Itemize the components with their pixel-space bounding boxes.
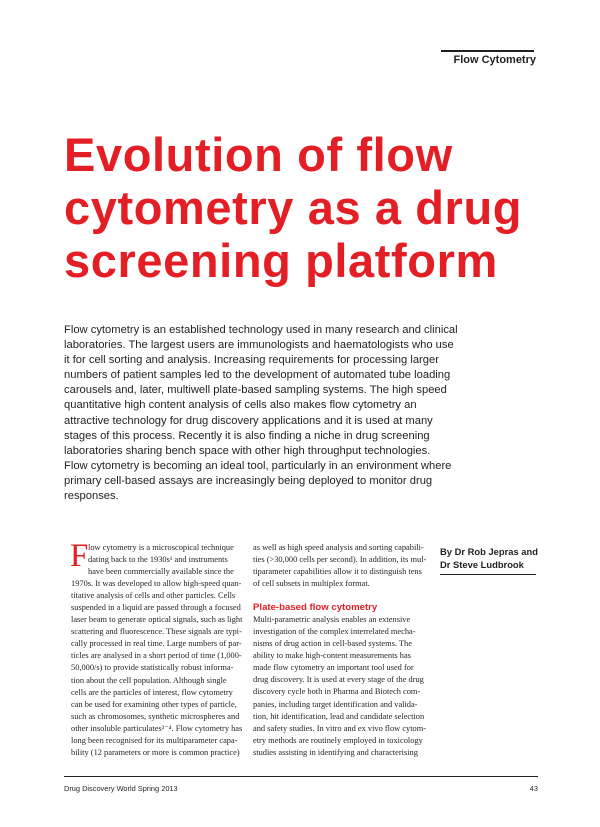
drop-cap: F	[70, 538, 89, 574]
body-line: and safety studies. In vitro and ex vivo flow cytom-	[253, 723, 427, 733]
footer-rule	[64, 776, 538, 777]
body-column-1	[70, 538, 253, 759]
footer-journal: Drug Discovery World Spring 2013	[64, 784, 178, 793]
body-line: such as chromosomes, synthetic microspheres and	[71, 711, 240, 721]
body-line: of cell subsets in multiplex format.	[253, 579, 370, 589]
body-line: dating back to the 1930s¹ and instruments	[88, 555, 228, 565]
body-line: drug discovery. It is used at every stage of the drug	[253, 675, 424, 685]
body-line: tiparameter capabilities allow it to distinguish tens	[253, 567, 422, 577]
article-title	[64, 128, 584, 287]
standfirst-line: laboratories sharing bench space with other high throughput technologies.	[64, 444, 431, 457]
body-line: low cytometry is a microscopical technique	[88, 543, 234, 552]
body-line: tion about the cell population. Although single	[71, 675, 227, 685]
body-line: nisms of drug action in cell-based systems. The	[253, 639, 412, 649]
standfirst-line: numbers of patient samples led to the development of automated tube loading	[64, 369, 451, 382]
section-label: Flow Cytometry	[453, 54, 536, 66]
body-line: bility (12 parameters or more is common practice)	[71, 747, 240, 757]
body-line: have been commercially available since the	[88, 567, 234, 577]
body-line: ties (>30,000 cells per second). In addition, its mul-	[253, 555, 427, 565]
body-line: long been recognised for its multiparameter capa-	[71, 735, 238, 745]
body-line: cells are the particles of interest, flow cytometry	[71, 687, 233, 697]
body-line: panies, including target identification and valida-	[253, 699, 418, 709]
standfirst-line: Flow cytometry is an established technology used in many research and clinical	[64, 324, 458, 336]
standfirst-line: attractive technology for drug discovery applications and it is used at many	[64, 414, 433, 427]
body-line: other insoluble particulates²⁻⁴. Flow cytometry has	[71, 723, 243, 733]
standfirst	[64, 323, 544, 504]
section-rule	[441, 50, 534, 52]
title-line: Evolution of flow	[64, 128, 453, 181]
standfirst-line: Flow cytometry is becoming an ideal tool, particularly in an environment where	[64, 459, 452, 472]
byline-line: By Dr Rob Jepras and	[440, 546, 538, 557]
body-line: ticles are analysed in a short period of time (1,000-	[71, 651, 242, 661]
body-line: laser beam to generate optical signals, such as light	[71, 615, 243, 625]
standfirst-line: stages of this process. Recently it is also finding a niche in drug screening	[64, 429, 430, 442]
subheading: Plate-based flow cytometry	[253, 602, 378, 614]
page-number: 43	[529, 784, 538, 793]
body-line: investigation of the complex interrelated mecha-	[253, 627, 416, 637]
body-line: etry methods are routinely employed in toxicology	[253, 735, 423, 745]
title-line: cytometry as a drug	[64, 181, 523, 234]
standfirst-line: laboratories. The largest users are immunologists and haematologists who use	[64, 339, 454, 352]
body-line: tion, hit identification, lead and candidate selection	[253, 711, 425, 721]
body-line: can be used for examining other types of particle,	[71, 699, 237, 709]
standfirst-line: primary cell-based assays are increasingly being deployed to monitor drug	[64, 474, 433, 487]
standfirst-line: it for cell sorting and analysis. Increasing requirements for processing larger	[64, 354, 439, 367]
body-line: scattering and fluorescence. These signals are typi-	[71, 627, 242, 637]
body-line: 50,000/s) to provide statistically robust informa-	[71, 663, 234, 673]
body-line: 1970s. It was developed to allow high-speed quan-	[71, 579, 242, 589]
title-line: screening platform	[64, 234, 498, 287]
body-line: as well as high speed analysis and sorting capabili-	[253, 543, 424, 552]
byline	[440, 545, 540, 575]
body-line: discovery cycle both in Pharma and Biotech com-	[253, 687, 421, 697]
standfirst-line: quantitative high content analysis of cells also makes flow cytometry an	[64, 399, 417, 412]
body-line: studies assisting in identifying and characterising	[253, 747, 418, 757]
standfirst-line: carousels and, later, multiwell plate-based sampling systems. The high speed	[64, 384, 447, 397]
byline-rule	[440, 574, 536, 575]
body-line: ability to make high-content measurements has	[253, 651, 411, 661]
body-line: cally processed in real time. Large numbers of par-	[71, 639, 242, 649]
body-column-2	[253, 542, 435, 759]
byline-line: Dr Steve Ludbrook	[440, 559, 524, 570]
body-line: Multi-parametric analysis enables an extensive	[253, 615, 411, 625]
standfirst-line: responses.	[64, 490, 119, 503]
body-line: titative analysis of cells and other particles. Cells	[71, 591, 236, 601]
body-line: made flow cytometry an important tool used for	[253, 663, 414, 673]
body-line: suspended in a liquid are passed through a focused	[71, 603, 241, 613]
